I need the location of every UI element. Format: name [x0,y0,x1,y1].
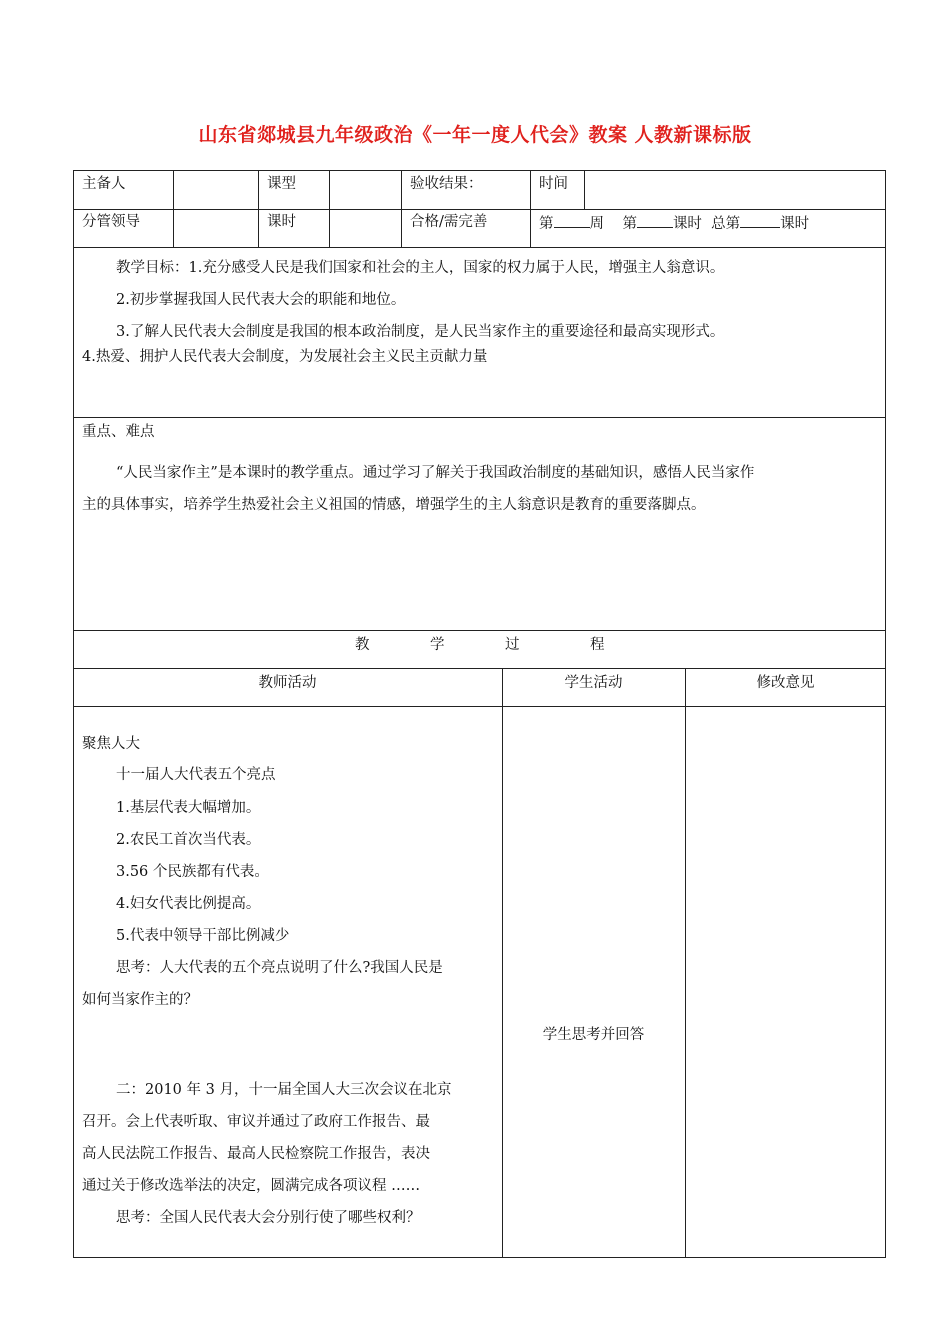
keypoints-line: “人民当家作主”是本课时的教学重点。通过学习了解关于我国政治制度的基础知识，感悟人民当家作 [116,465,755,481]
col-divider [530,170,531,247]
text-zongdi: 总第 [711,216,741,232]
teacher-line: 4.妇女代表比例提高。 [116,896,261,912]
column-header-revision: 修改意见 [756,675,815,691]
label-shijian: 时间 [539,176,568,192]
text-keshi: 课时 [780,216,810,232]
row-divider [73,417,886,418]
label-fenguan: 分管领导 [82,214,140,230]
teacher-line: 十一届人大代表五个亮点 [116,767,276,783]
teacher-line: 思考：人大代表的五个亮点说明了什么?我国人民是 [116,960,443,976]
col-divider [502,668,503,1258]
goal-line: 教学目标：1.充分感受人民是我们国家和社会的主人，国家的权力属于人民，增强主人翁意识。 [116,260,725,276]
col-divider [401,170,402,247]
text-di: 第 [539,216,554,232]
teacher-line: 思考：全国人民代表大会分别行使了哪些权利？ [116,1210,421,1226]
teacher-line: 如何当家作主的？ [82,992,198,1008]
process-char: 学 [430,637,445,653]
text-di: 第 [622,216,637,232]
teacher-line: 3.56 个民族都有代表。 [116,864,269,880]
row-divider [73,630,886,631]
teacher-line: 2.农民工首次当代表。 [116,832,261,848]
column-header-teacher: 教师活动 [258,675,317,691]
teacher-line: 召开。会上代表听取、审议并通过了政府工作报告、最 [82,1114,430,1130]
label-yanshou: 验收结果： [410,176,483,192]
col-divider [173,170,174,247]
goal-line: 4.热爱、拥护人民代表大会制度，为发展社会主义民主贡献力量 [82,349,488,365]
blank-total[interactable] [740,215,780,228]
schedule-line [539,215,809,232]
teacher-line: 5.代表中领导干部比例减少 [116,928,290,944]
col-divider [584,170,585,209]
student-answer: 学生思考并回答 [542,1027,645,1043]
goal-line: 3.了解人民代表大会制度是我国的根本政治制度，是人民当家作主的重要途径和最高实现形式。 [116,324,725,340]
teacher-line: 二：2010 年 3 月，十一届全国人大三次会议在北京 [116,1082,452,1098]
process-char: 教 [355,637,370,653]
text-zhou: 周 [589,216,604,232]
col-divider [258,170,259,247]
column-header-student: 学生活动 [564,675,623,691]
process-char: 程 [590,637,605,653]
keypoints-heading: 重点、难点 [82,424,155,440]
keypoints-line: 主的具体事实，培养学生热爱社会主义祖国的情感，增强学生的主人翁意识是教育的重要落脚点。 [82,497,706,513]
row-divider [73,668,886,669]
page-title: 山东省郯城县九年级政治《一年一度人代会》教案 人教新课标版 [198,124,752,146]
row-divider [73,247,886,248]
teacher-line: 聚焦人大 [82,736,140,752]
blank-week[interactable] [554,215,590,228]
process-char: 过 [505,637,520,653]
row-divider [73,209,886,210]
label-kexing: 课型 [267,176,296,192]
label-keshi: 课时 [267,214,296,230]
goal-line: 2.初步掌握我国人民代表大会的职能和地位。 [116,292,406,308]
row-divider [73,706,886,707]
teacher-line: 1.基层代表大幅增加。 [116,800,261,816]
teacher-line: 通过关于修改选举法的决定，圆满完成各项议程 …… [82,1178,421,1194]
label-zhubeiren: 主备人 [82,176,126,192]
text-keshi: 课时 [672,216,702,232]
col-divider [685,668,686,1258]
label-hege: 合格/需完善 [410,214,488,230]
col-divider [329,170,330,247]
blank-period[interactable] [637,215,673,228]
teacher-line: 高人民法院工作报告、最高人民检察院工作报告，表决 [82,1146,430,1162]
